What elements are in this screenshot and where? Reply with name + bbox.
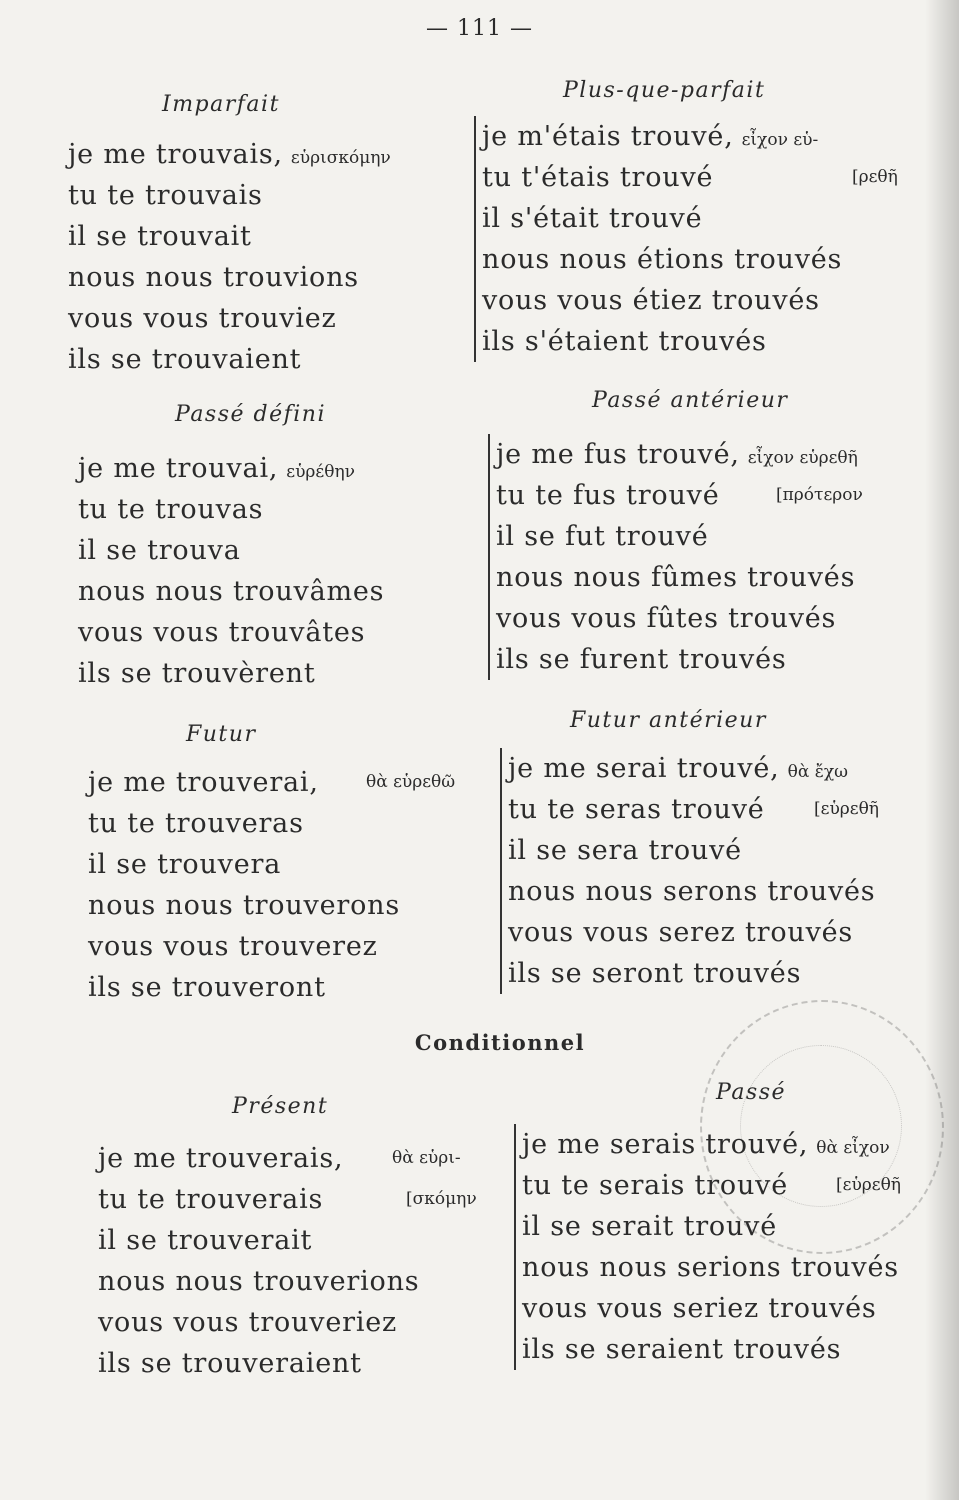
conjugation-line: nous nous trouverions	[98, 1266, 420, 1297]
conjugation-line: il se trouvera	[88, 849, 282, 880]
conjugation-line: tu te serais trouvé [εὑρεθῆ	[522, 1165, 899, 1206]
conjugation-line: nous nous fûmes trouvés	[496, 562, 856, 593]
conjugation-line: vous vous trouviez	[68, 303, 337, 334]
conjugation-line: ils se trouveront	[88, 972, 326, 1003]
greek-translation: [πρότερον	[776, 485, 863, 505]
greek-translation: εὑρέθην	[286, 462, 355, 482]
page-edge-shadow	[925, 0, 959, 1500]
conjugation-line: je me serais trouvé, θὰ εἶχον	[522, 1129, 890, 1160]
conjugation-line: ils se trouveraient	[98, 1348, 362, 1379]
conjugation-line: il se fut trouvé	[496, 521, 709, 552]
conjugation-line: tu te trouvas	[78, 494, 264, 525]
greek-translation: εὑρισκόμην	[290, 148, 391, 168]
conditionnel-heading: Conditionnel	[414, 1030, 586, 1055]
greek-translation: [σκόμην	[406, 1189, 477, 1209]
conjugation-line: nous nous serons trouvés	[508, 876, 876, 907]
present-heading: Présent	[232, 1094, 329, 1119]
conjugation-line: nous nous trouvâmes	[78, 576, 385, 607]
conjugation-line: ils se furent trouvés	[496, 644, 787, 675]
conjugation-line: vous vous fûtes trouvés	[496, 603, 837, 634]
page-number: — 111 —	[426, 16, 533, 41]
greek-translation: θὰ ἔχω	[787, 762, 848, 782]
conjugation-line: ils se seraient trouvés	[522, 1334, 842, 1365]
passe-anterieur-block	[488, 434, 863, 680]
conjugation-line: ils s'étaient trouvés	[482, 326, 767, 357]
conjugation-line: je me fus trouvé, εἶχον εὑρεθῆ	[496, 439, 858, 470]
conjugation-line: ils se trouvèrent	[78, 658, 316, 689]
conjugation-line: ils se trouvaient	[68, 344, 302, 375]
conjugation-line: je me serai trouvé, θὰ ἔχω	[508, 753, 848, 784]
conjugation-line: il s'était trouvé	[482, 203, 703, 234]
imparfait-heading: Imparfait	[162, 92, 280, 117]
conjugation-line: je me trouvai, εὑρέθην	[78, 453, 355, 484]
passe-anterieur-heading: Passé antérieur	[592, 388, 789, 413]
conjugation-line: vous vous trouvâtes	[78, 617, 366, 648]
conjugation-line: ils se seront trouvés	[508, 958, 802, 989]
conjugation-line: nous nous étions trouvés	[482, 244, 843, 275]
greek-translation: θὰ εὑρι-	[392, 1148, 461, 1168]
conjugation-line: tu te seras trouvé [εὑρεθῆ	[508, 789, 875, 830]
plus-que-parfait-block	[474, 116, 898, 362]
greek-translation: εἶχον εὑ-	[741, 130, 819, 150]
futur-heading: Futur	[186, 722, 257, 747]
greek-translation: [εὑρεθῆ	[814, 799, 879, 819]
greek-translation: [ρεθῆ	[852, 167, 898, 187]
conjugation-line: il se sera trouvé	[508, 835, 742, 866]
conjugation-line: je me trouverai, θὰ εὑρεθῶ	[88, 762, 400, 803]
conjugation-line: vous vous trouverez	[88, 931, 378, 962]
futur-block	[88, 762, 456, 1008]
conjugation-line: vous vous seriez trouvés	[522, 1293, 877, 1324]
plus-que-parfait-heading: Plus-que-parfait	[563, 78, 766, 103]
passe-defini-block	[78, 448, 384, 694]
greek-translation: εἶχον εὑρεθῆ	[747, 448, 858, 468]
conjugation-line: je me trouvais, εὑρισκόμην	[68, 139, 391, 170]
conjugation-line: nous nous serions trouvés	[522, 1252, 899, 1283]
conjugation-line: tu te trouveras	[88, 808, 304, 839]
passe-defini-heading: Passé défini	[175, 402, 327, 427]
conjugation-line: tu te fus trouvé [πρότερον	[496, 475, 858, 516]
imparfait-block	[68, 134, 391, 380]
greek-translation: θὰ εὑρεθῶ	[366, 772, 456, 792]
futur-anterieur-block	[500, 748, 879, 994]
conjugation-line: tu te trouverais [σκόμην	[98, 1179, 419, 1220]
futur-anterieur-heading: Futur antérieur	[570, 708, 767, 733]
conjugation-line: nous nous trouvions	[68, 262, 359, 293]
conjugation-line: tu te trouvais	[68, 180, 263, 211]
conjugation-line: tu t'étais trouvé [ρεθῆ	[482, 157, 842, 198]
passe-block	[514, 1124, 899, 1370]
present-block	[98, 1138, 477, 1384]
conjugation-line: il se trouverait	[98, 1225, 313, 1256]
greek-translation: θὰ εἶχον	[816, 1138, 890, 1158]
conjugation-line: vous vous trouveriez	[98, 1307, 398, 1338]
conjugation-line: vous vous étiez trouvés	[482, 285, 820, 316]
conjugation-line: il se trouva	[78, 535, 241, 566]
greek-translation: [εὑρεθῆ	[836, 1175, 901, 1195]
conjugation-line: il se serait trouvé	[522, 1211, 778, 1242]
conjugation-line: je me trouverais, θὰ εὑρι-	[98, 1138, 419, 1179]
conjugation-line: il se trouvait	[68, 221, 252, 252]
passe-heading: Passé	[716, 1080, 787, 1105]
conjugation-line: je m'étais trouvé, εἶχον εὑ-	[482, 121, 819, 152]
conjugation-line: nous nous trouverons	[88, 890, 400, 921]
conjugation-line: vous vous serez trouvés	[508, 917, 854, 948]
